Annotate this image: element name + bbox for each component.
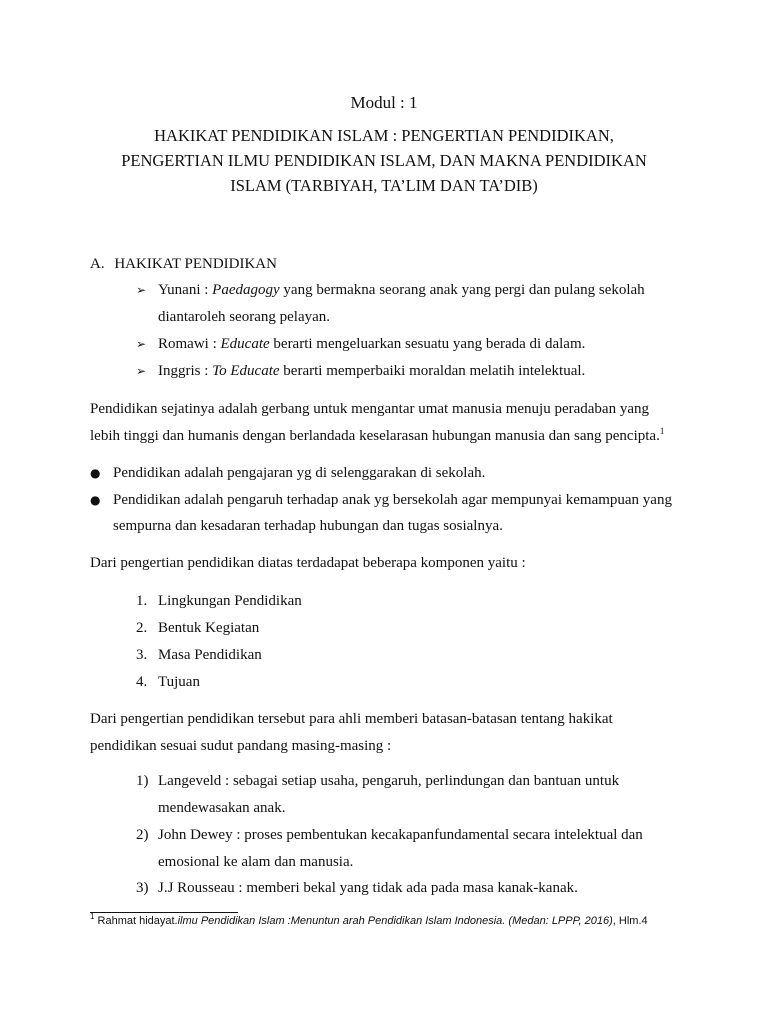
page-title-line-2: PENGERTIAN ILMU PENDIDIKAN ISLAM, DAN MAKNA PENDIDIKAN bbox=[121, 151, 647, 170]
list-number: 1. bbox=[136, 593, 148, 609]
arrow-bullet-icon: ➢ bbox=[136, 283, 147, 297]
expert-definition: John Dewey : proses pembentukan kecakapanfundamental secara intelektual dan bbox=[158, 827, 643, 843]
list-label: Tujuan bbox=[158, 674, 200, 690]
section-marker: A. bbox=[90, 256, 105, 272]
bullet-text: Pendidikan adalah pengajaran yg di selenggarakan di sekolah. bbox=[113, 465, 486, 481]
bullet-dot-icon: ● bbox=[90, 493, 101, 507]
paragraph-line: Dari pengertian pendidikan tersebut para ahli memberi batasan-batasan tentang hakikat bbox=[90, 711, 613, 727]
paragraph-text: lebih tinggi dan humanis dengan berlandada keselarasan hubungan manusia dan sang pencipta. bbox=[90, 428, 660, 444]
section-heading bbox=[90, 256, 277, 273]
footnote-separator bbox=[90, 912, 238, 913]
expert-definition-continuation: emosional ke alam dan manusia. bbox=[158, 854, 354, 870]
footnote-page: , Hlm.4 bbox=[612, 915, 648, 927]
list-number: 4. bbox=[136, 674, 148, 690]
bullet-dot-icon: ● bbox=[90, 466, 101, 480]
bullet-list-item bbox=[90, 492, 100, 509]
arrow-list-item bbox=[136, 336, 585, 353]
numbered-list-item bbox=[136, 620, 260, 637]
list-number: 2. bbox=[136, 620, 148, 636]
footnote-author: Rahmat hidayat. bbox=[94, 915, 178, 927]
arrow-list-item bbox=[136, 282, 645, 299]
expert-list-number: 1) bbox=[136, 773, 149, 789]
item-term-italic: To Educate bbox=[212, 363, 280, 379]
expert-definition-continuation: mendewasakan anak. bbox=[158, 800, 286, 816]
item-term-italic: Paedagogy bbox=[212, 282, 280, 298]
numbered-list-item bbox=[136, 593, 302, 610]
numbered-list-item bbox=[136, 647, 262, 664]
footnote-title: ilmu Pendidikan Islam :Menuntun arah Pendidikan Islam Indonesia. (Medan: LPPP, 2016) bbox=[177, 915, 613, 927]
paragraph-line bbox=[90, 428, 664, 445]
item-term: Inggris : bbox=[158, 363, 213, 379]
item-continuation: diantaroleh seorang pelayan. bbox=[158, 309, 331, 325]
paragraph-line: Dari pengertian pendidikan diatas terdadapat beberapa komponen yaitu : bbox=[90, 555, 526, 571]
expert-definition: J.J Rousseau : memberi bekal yang tidak ada pada masa kanak-kanak. bbox=[158, 880, 578, 896]
module-label: Modul : 1 bbox=[350, 93, 418, 112]
paragraph-line: Pendidikan sejatinya adalah gerbang untuk mengantar umat manusia menuju peradaban yang bbox=[90, 401, 649, 417]
list-label: Bentuk Kegiatan bbox=[158, 620, 260, 636]
page-title-line-1: HAKIKAT PENDIDIKAN ISLAM : PENGERTIAN PENDIDIKAN, bbox=[154, 126, 614, 145]
footnote bbox=[90, 912, 648, 927]
expert-list-number: 3) bbox=[136, 880, 149, 896]
item-description: berarti mengeluarkan sesuatu yang berada di dalam. bbox=[269, 336, 586, 352]
list-label: Lingkungan Pendidikan bbox=[158, 593, 302, 609]
footnote-mark: 1 bbox=[90, 912, 95, 921]
section-heading-text: HAKIKAT PENDIDIKAN bbox=[114, 256, 277, 272]
footnote-reference[interactable]: 1 bbox=[659, 426, 665, 436]
item-description: yang bermakna seorang anak yang pergi dan pulang sekolah bbox=[279, 282, 645, 298]
arrow-bullet-icon: ➢ bbox=[136, 337, 147, 351]
arrow-list-item bbox=[136, 363, 585, 380]
item-description: berarti memperbaiki moraldan melatih intelektual. bbox=[279, 363, 586, 379]
expert-list-number: 2) bbox=[136, 827, 149, 843]
paragraph-line: pendidikan sesuai sudut pandang masing-masing : bbox=[90, 738, 392, 754]
bullet-text-continuation: sempurna dan kesadaran terhadap hubungan dan tugas sosialnya. bbox=[113, 518, 503, 534]
item-term-italic: Educate bbox=[220, 336, 270, 352]
item-term: Romawi : bbox=[158, 336, 221, 352]
bullet-text: Pendidikan adalah pengaruh terhadap anak yg bersekolah agar mempunyai kemampuan yang bbox=[113, 492, 672, 508]
item-term: Yunani : bbox=[158, 282, 213, 298]
list-label: Masa Pendidikan bbox=[158, 647, 262, 663]
numbered-list-item bbox=[136, 674, 200, 691]
page-title-line-3: ISLAM (TARBIYAH, TA’LIM DAN TA’DIB) bbox=[230, 176, 538, 195]
arrow-bullet-icon: ➢ bbox=[136, 364, 147, 378]
expert-definition: Langeveld : sebagai setiap usaha, pengaruh, perlindungan dan bantuan untuk bbox=[158, 773, 620, 789]
list-number: 3. bbox=[136, 647, 148, 663]
bullet-list-item bbox=[90, 465, 100, 482]
